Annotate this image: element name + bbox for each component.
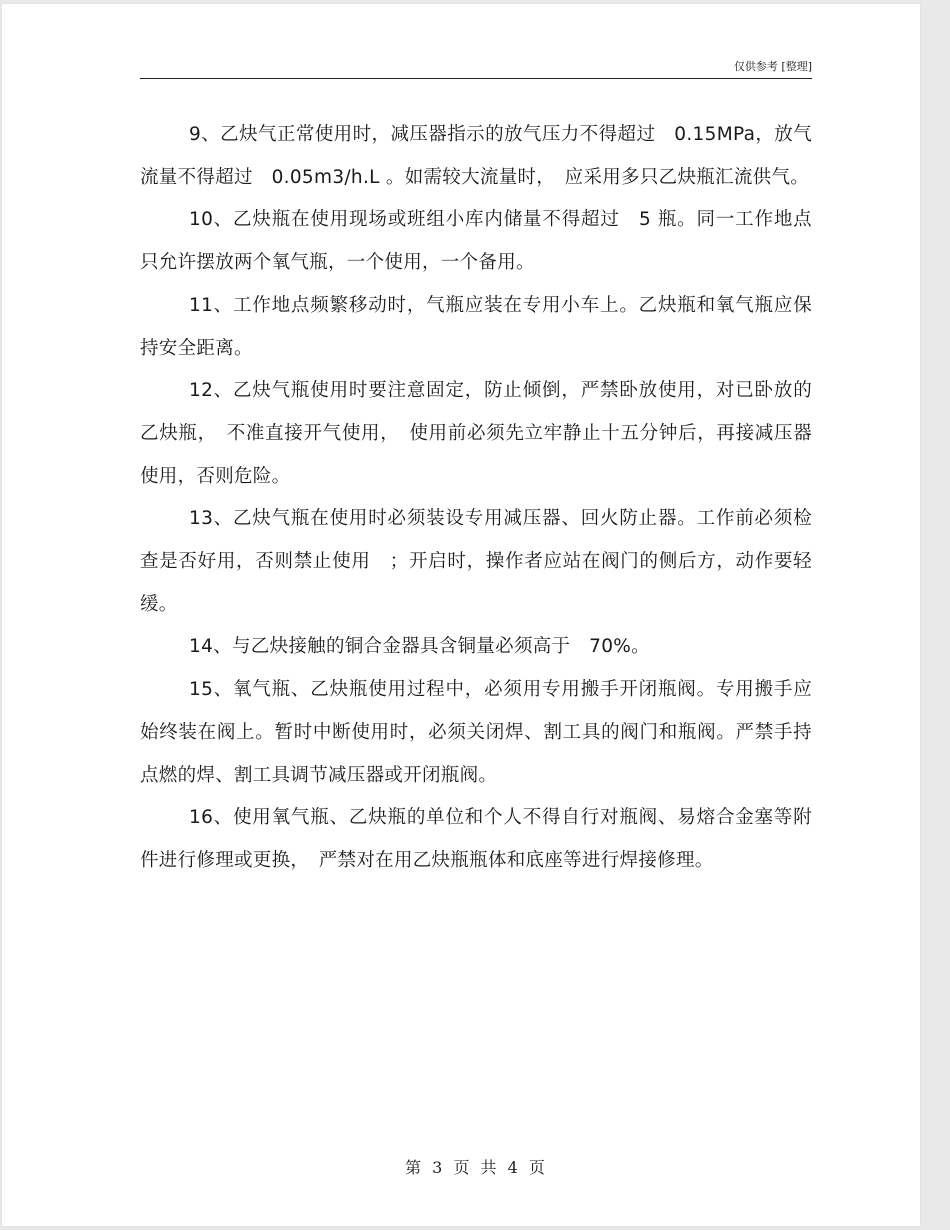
paragraph-14: 14、与乙炔接触的铜合金器具含铜量必须高于 70%。 (189, 636, 650, 658)
paragraph-15: 15、氧气瓶、乙炔瓶使用过程中，必须用专用搬手开闭瓶阀。专用搬手应始终装在阀上。暂时中断使用时，必须关闭焊、割工具的阀门和瓶阀。严禁手持点燃的焊、割工具调节减压器或开闭瓶阀。 (140, 679, 812, 786)
paragraph-13: 13、乙炔气瓶在使用时必须装设专用减压器、回火防止器。工作前必须检查是否好用，否则禁止使用 ；开启时，操作者应站在阀门的侧后方，动作要轻缓。 (140, 508, 812, 615)
document-body (140, 114, 812, 883)
page-number-footer: 第 3 页 共 4 页 (405, 1158, 545, 1177)
header-note: 仅供参考 [整理] (733, 60, 812, 73)
paragraph-10: 10、乙炔瓶在使用现场或班组小库内储量不得超过 5 瓶。同一工作地点只允许摆放两个氧气瓶，一个使用，一个备用。 (140, 209, 812, 274)
page-header (140, 56, 812, 79)
paragraph-12: 12、乙炔气瓶使用时要注意固定，防止倾倒，严禁卧放使用，对已卧放的乙炔瓶， 不准直接开气使用， 使用前必须先立牢静止十五分钟后，再接减压器使用，否则危险。 (140, 380, 812, 487)
document-page (2, 4, 920, 1226)
paragraph-11: 11、工作地点频繁移动时，气瓶应装在专用小车上。乙炔瓶和氧气瓶应保持安全距离。 (140, 294, 812, 359)
paragraph-16: 16、使用氧气瓶、乙炔瓶的单位和个人不得自行对瓶阀、易熔合金塞等附件进行修理或更换， 严禁对在用乙炔瓶瓶体和底座等进行焊接修理。 (140, 807, 812, 871)
paragraph-9: 9、乙炔气正常使用时，减压器指示的放气压力不得超过 0.15MPa，放气流量不得超过 0.05m3/h.L 。如需较大流量时， 应采用多只乙炔瓶汇流供气。 (140, 124, 812, 188)
